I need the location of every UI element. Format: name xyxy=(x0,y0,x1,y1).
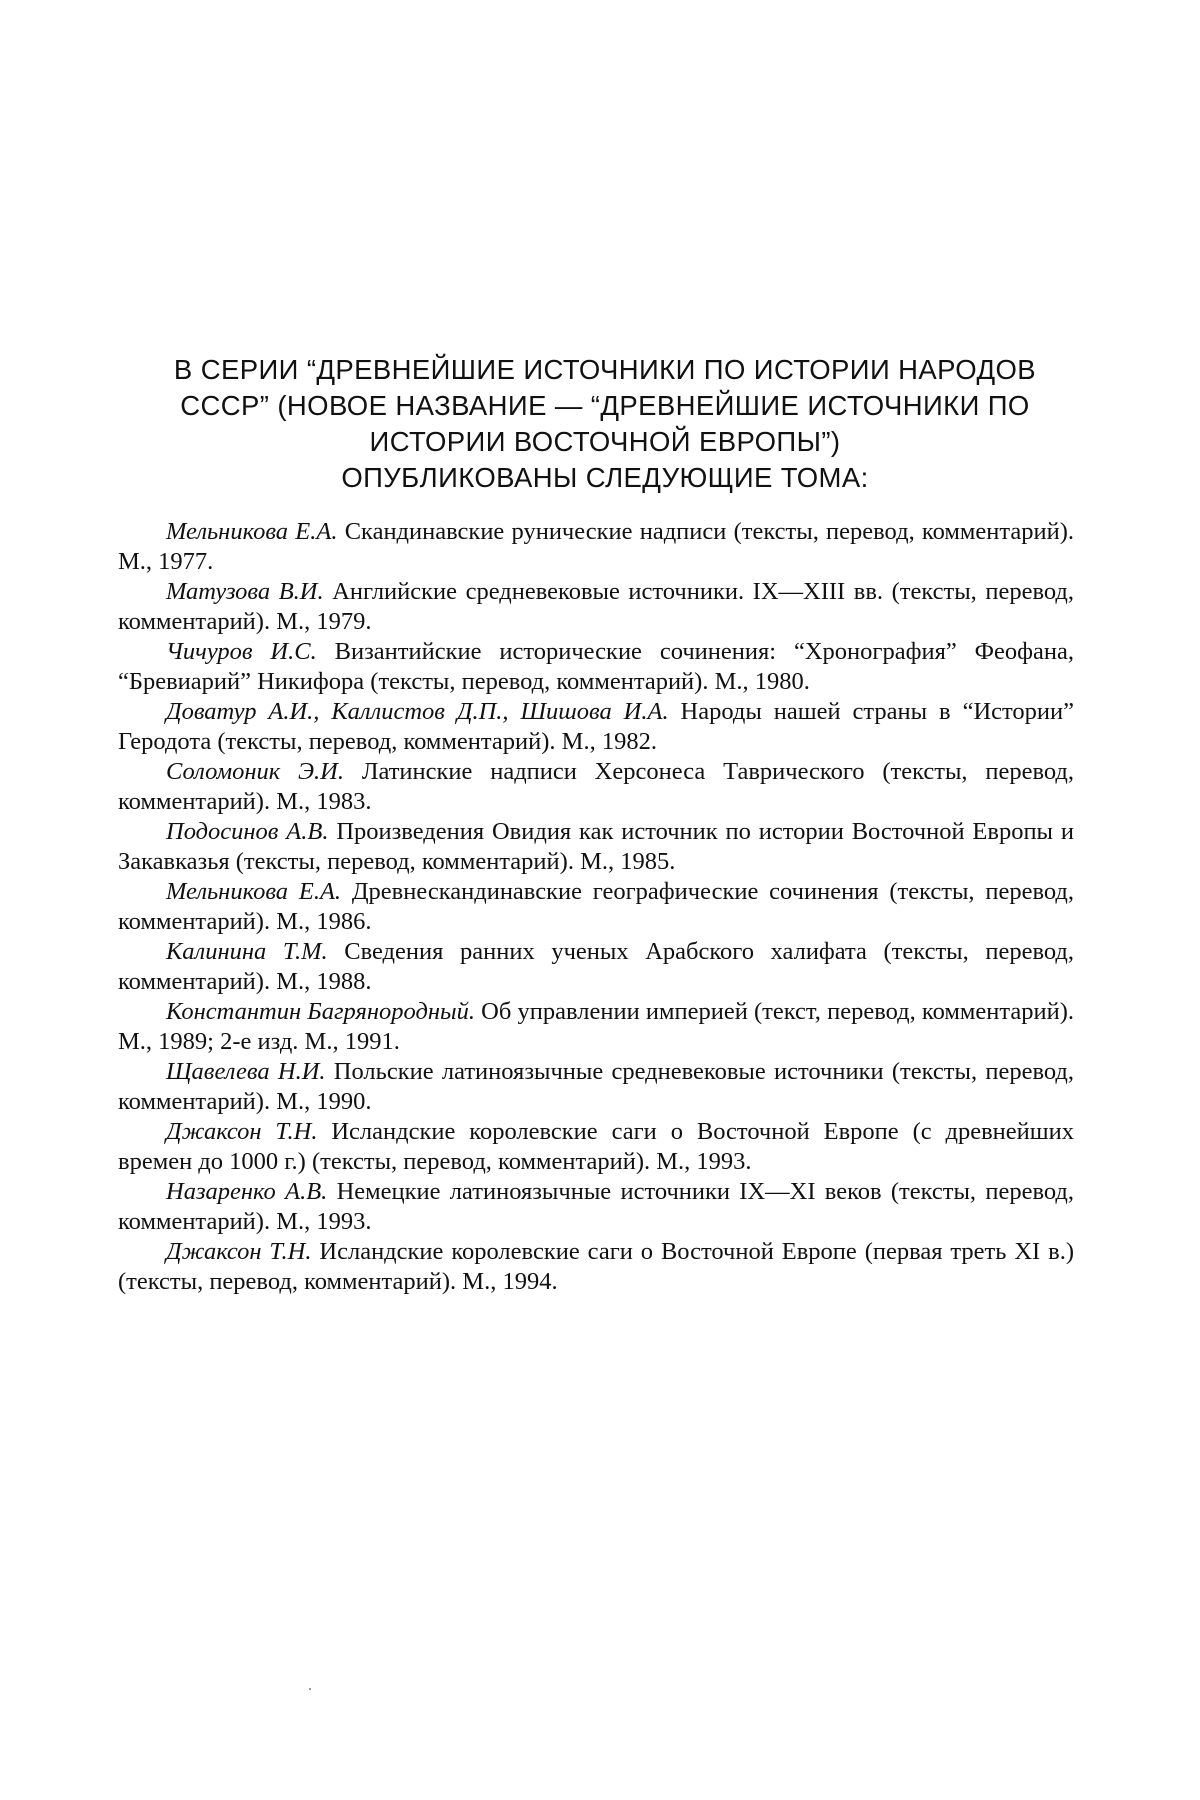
volume-entry xyxy=(118,697,1074,757)
entry-author: Мельникова Е.А. xyxy=(166,878,342,905)
volume-entry xyxy=(118,877,1074,937)
entry-author: Соломоник Э.И. xyxy=(166,758,345,785)
heading-line: СССР” (НОВОЕ НАЗВАНИЕ — “ДРЕВНЕЙШИЕ ИСТОЧНИКИ ПО xyxy=(180,390,1030,421)
heading-line: В СЕРИИ “ДРЕВНЕЙШИЕ ИСТОЧНИКИ ПО ИСТОРИИ НАРОДОВ xyxy=(173,354,1037,385)
entry-author: Назаренко А.В. xyxy=(166,1178,328,1205)
entry-text: Византийские исторические сочинения: “Хронография” Феофана, “Бревиарий” Никифора (тексты, перевод, комментарий). М., 1980. xyxy=(118,638,1074,695)
entry-text: Латинские надписи Херсонеса Таврического (тексты, перевод, комментарий). М., 1983. xyxy=(118,758,1075,815)
entry-author: Мельникова Е.А. xyxy=(166,518,338,545)
entry-author: Джаксон Т.Н. xyxy=(166,1118,318,1145)
heading-line: ИСТОРИИ ВОСТОЧНОЙ ЕВРОПЫ”) xyxy=(369,426,841,457)
scan-speck xyxy=(309,1688,311,1690)
entry-author: Чичуров И.С. xyxy=(166,638,317,665)
entry-author: Джаксон Т.Н. xyxy=(166,1238,312,1265)
entry-text: Об управлении империей (текст, перевод, комментарий). М., 1989; 2-е изд. М., 1991. xyxy=(118,998,1075,1055)
entry-text: Сведения ранних ученых Арабского халифата (тексты, перевод, комментарий). М., 1988. xyxy=(118,938,1074,995)
volume-entry xyxy=(118,1237,1074,1297)
entry-text: Произведения Овидия как источник по истории Восточной Европы и Закавказья (тексты, перевод, комментарий). М., 1985. xyxy=(118,818,1074,875)
entry-text: Английские средневековые источники. IX—XIII вв. (тексты, перевод, комментарий). М., 1979. xyxy=(118,578,1075,635)
volume-entry xyxy=(118,757,1074,817)
entry-author: Матузова В.И. xyxy=(166,578,324,605)
volume-entry xyxy=(118,1177,1074,1237)
entry-author: Щавелева Н.И. xyxy=(166,1058,326,1085)
entry-author: Константин Багрянородный. xyxy=(166,998,475,1025)
volume-entry xyxy=(118,1057,1074,1117)
volume-entry xyxy=(118,577,1074,637)
volume-entry xyxy=(118,517,1074,577)
series-heading xyxy=(140,352,1070,496)
volume-list xyxy=(118,517,1074,1297)
entry-author: Доватур А.И., Каллистов Д.П., Шишова И.А. xyxy=(166,698,669,725)
volume-entry xyxy=(118,817,1074,877)
entry-text: Немецкие латиноязычные источники IX—XI веков (тексты, перевод, комментарий). М., 1993. xyxy=(118,1178,1074,1235)
volume-entry xyxy=(118,937,1074,997)
volume-entry xyxy=(118,1117,1074,1177)
volume-entry xyxy=(118,997,1074,1057)
entry-author: Калинина Т.М. xyxy=(166,938,328,965)
entry-text: Народы нашей страны в “Истории” Геродота (тексты, перевод, комментарий). М., 1982. xyxy=(118,698,1074,755)
entry-text: Древнескандинавские географические сочинения (тексты, перевод, комментарий). М., 1986. xyxy=(118,878,1074,935)
entry-text: Исландские королевские саги о Восточной Европе (с древнейших времен до 1000 г.) (тексты, перевод, комментарий). М., 1993. xyxy=(118,1118,1075,1175)
heading-line: ОПУБЛИКОВАНЫ СЛЕДУЮЩИЕ ТОМА: xyxy=(341,462,869,493)
entry-text: Исландские королевские саги о Восточной Европе (первая треть XI в.) (тексты, перевод, комментарий). М., 1994. xyxy=(118,1238,1074,1295)
entry-author: Подосинов А.В. xyxy=(166,818,329,845)
entry-text: Скандинавские рунические надписи (тексты, перевод, комментарий). М., 1977. xyxy=(118,518,1074,575)
volume-entry xyxy=(118,637,1074,697)
entry-text: Польские латиноязычные средневековые источники (тексты, перевод, комментарий). М., 1990. xyxy=(118,1058,1074,1115)
